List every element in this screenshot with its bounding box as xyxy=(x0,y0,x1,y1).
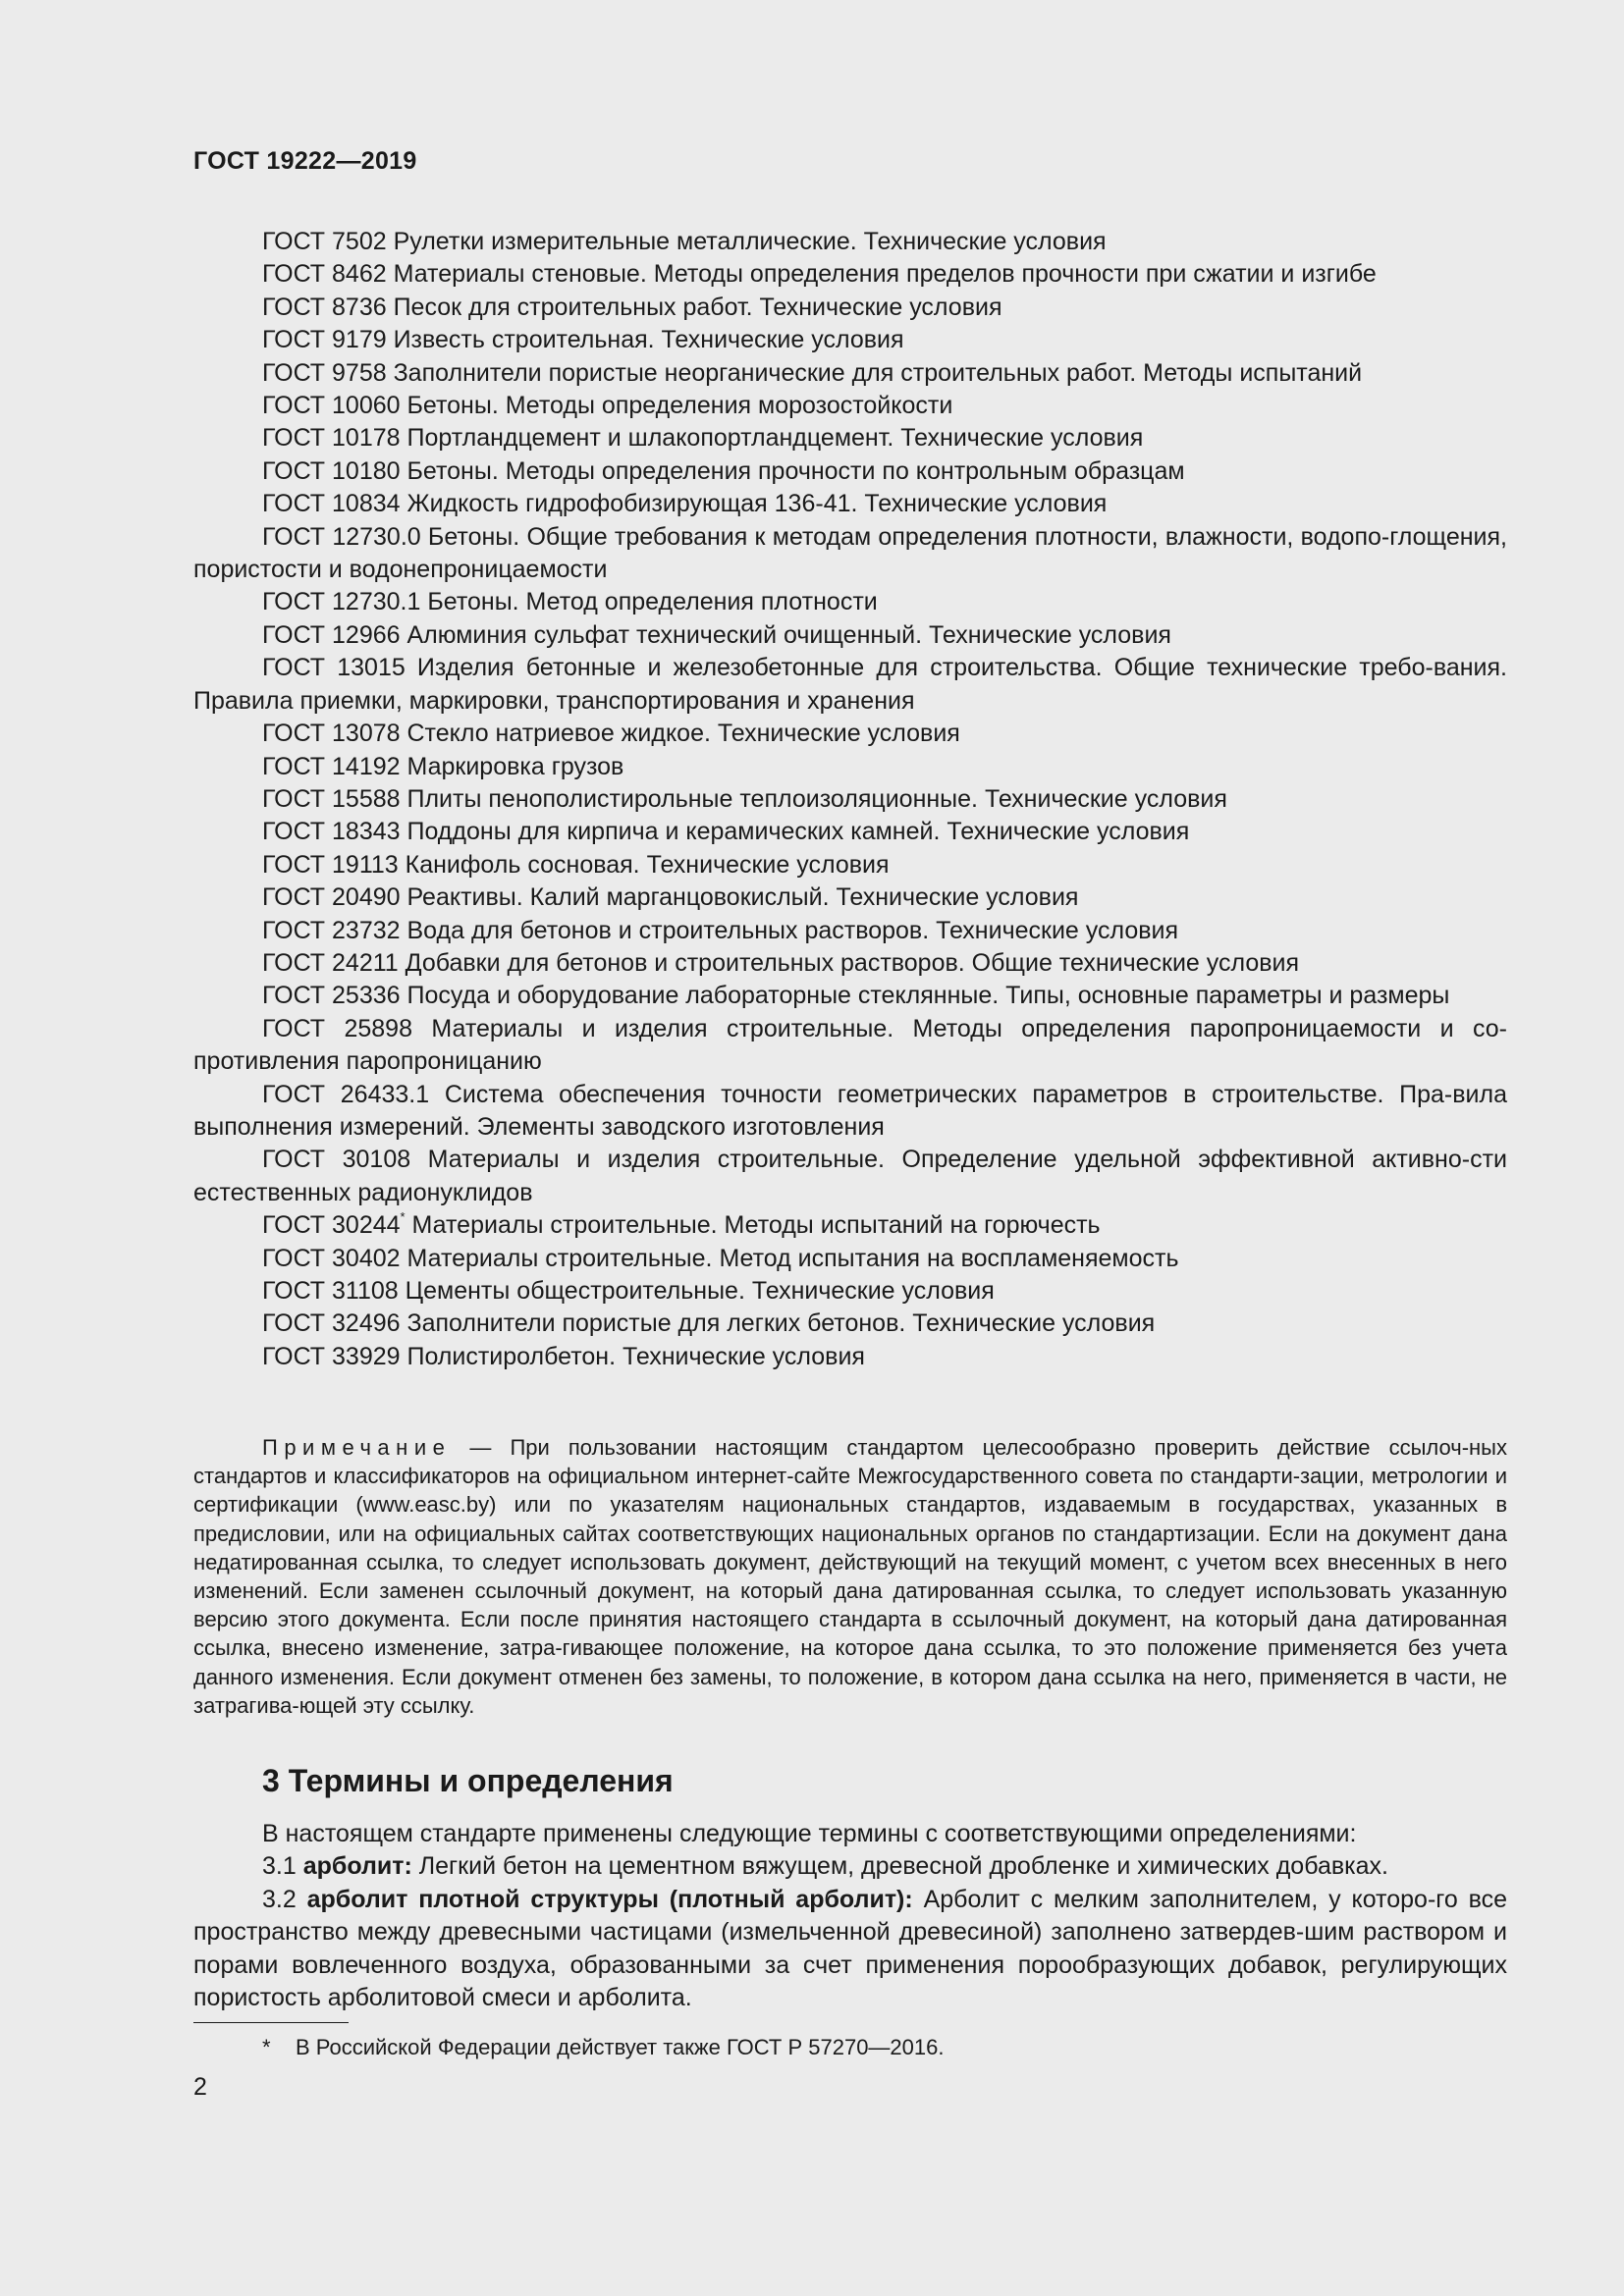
footnote-marker: * xyxy=(262,2035,271,2059)
reference-item: ГОСТ 26433.1 Система обеспечения точности геометрических параметров в строительстве. Пра-вила выполнения измерений. Элементы заводского изготовления xyxy=(193,1080,1507,1141)
footnote-text: В Российской Федерации действует также ГОСТ Р 57270—2016. xyxy=(296,2035,945,2059)
terms-intro: В настоящем стандарте применены следующие термины с соответствующими определениями: xyxy=(262,1820,1357,1847)
term-number: 3.2 xyxy=(262,1885,307,1913)
footnote-separator xyxy=(193,2022,349,2023)
reference-item: ГОСТ 33929 Полистиролбетон. Технические условия xyxy=(262,1342,865,1370)
reference-item: ГОСТ 30402 Материалы строительные. Метод испытания на воспламеняемость xyxy=(262,1244,1179,1272)
reference-item: ГОСТ 10180 Бетоны. Методы определения прочности по контрольным образцам xyxy=(262,456,1185,485)
reference-item: ГОСТ 10178 Портландцемент и шлакопортландцемент. Технические условия xyxy=(262,424,1144,453)
reference-item: ГОСТ 25336 Посуда и оборудование лабораторные стеклянные. Типы, основные параметры и размеры xyxy=(262,982,1450,1010)
reference-item: ГОСТ 7502 Рулетки измерительные металлические. Технические условия xyxy=(262,228,1107,255)
reference-item: ГОСТ 12730.0 Бетоны. Общие требования к методам определения плотности, влажности, водопо-глощения, пористости и водонепроницаемости xyxy=(193,522,1507,584)
term-name: арболит плотной структуры (плотный арболит): xyxy=(306,1885,913,1913)
term-number: 3.1 xyxy=(262,1852,303,1881)
reference-item: ГОСТ 18343 Поддоны для кирпича и керамических камней. Технические условия xyxy=(262,818,1190,846)
reference-item: ГОСТ 8462 Материалы стеновые. Методы определения пределов прочности при сжатии и изгибе xyxy=(262,260,1377,289)
term-text: Легкий бетон на цементном вяжущем, древесной дробленке и химических добавках. xyxy=(411,1852,1388,1881)
reference-item: ГОСТ 20490 Реактивы. Калий марганцовокислый. Технические условия xyxy=(262,883,1079,912)
reference-title: Материалы строительные. Методы испытаний на горючесть xyxy=(405,1211,1101,1240)
footnote xyxy=(262,2034,944,2061)
note-text: — При пользовании настоящим стандартом целесообразно проверить действие ссылоч-ных стандартов и классификаторов на официальном интернет-сайте Межгосударственного совета по стандарти-зации, метрологии и сертификации (www.easc.by) или по указателям национальных стандартов, издаваемым в государствах, указанных в предисловии, или на официальных сайтах соответствующих национальных органов по стандартизации. Если на документ дана недатированная ссылка, то следует использовать документ, действующий на текущий момент, с учетом всех внесенных в него изменений. Если заменен ссылочный документ, на который дана датированная ссылка, то следует использовать указанную версию этого документа. Если после принятия настоящего стандарта в ссылочный документ, на который дана датированная ссылка, внесено изменение, затра-гивающее положение, на которое дана ссылка, то это положение применяется без учета данного изменения. Если документ отменен без замены, то положение, в котором дана ссылка на него, применяется в части, не затрагива-ющей эту ссылку. xyxy=(193,1435,1507,1718)
reference-item: ГОСТ 13015 Изделия бетонные и железобетонные для строительства. Общие технические требо-вания. Правила приемки, маркировки, транспортирования и хранения xyxy=(193,654,1507,715)
normative-references-list xyxy=(193,226,1507,1373)
reference-item: ГОСТ 30108 Материалы и изделия строительные. Определение удельной эффективной активно-сти естественных радионуклидов xyxy=(193,1146,1507,1206)
term-name: арболит: xyxy=(302,1852,412,1881)
document-code-header: ГОСТ 19222—2019 xyxy=(193,147,417,175)
reference-code: ГОСТ 30244 xyxy=(262,1211,401,1240)
reference-item: ГОСТ 8736 Песок для строительных работ. Технические условия xyxy=(262,293,1002,321)
reference-item: ГОСТ 12730.1 Бетоны. Метод определения плотности xyxy=(262,588,878,616)
reference-item: ГОСТ 15588 Плиты пенополистирольные теплоизоляционные. Технические условия xyxy=(262,784,1227,813)
reference-item: ГОСТ 10060 Бетоны. Методы определения морозостойкости xyxy=(262,392,953,420)
reference-item: ГОСТ 12966 Алюминия сульфат технический очищенный. Технические условия xyxy=(262,620,1171,649)
term-text: Арболит с мелким заполнителем, у которо-го все пространство между древесными частицами (измельченной древесиной) заполнено затвердев-шим раствором и порами вовлеченного воздуха, образованными за счет применения порообразующих добавок, регулирующих пористость арболитовой смеси и арболита. xyxy=(193,1885,1507,2012)
reference-item: ГОСТ 23732 Вода для бетонов и строительных растворов. Технические условия xyxy=(262,916,1179,944)
reference-item: ГОСТ 24211 Добавки для бетонов и строительных растворов. Общие технические условия xyxy=(262,948,1300,977)
reference-item-with-footnote xyxy=(193,1209,1507,1242)
term-definition xyxy=(193,1884,1507,2015)
term-definition xyxy=(193,1850,1507,1883)
terms-section-body xyxy=(193,1818,1507,2014)
note-paragraph xyxy=(193,1433,1507,1720)
footnote-marker: * xyxy=(400,1209,406,1225)
reference-item: ГОСТ 10834 Жидкость гидрофобизирующая 136-41. Технические условия xyxy=(262,490,1108,518)
reference-item: ГОСТ 9179 Известь строительная. Технические условия xyxy=(262,326,904,354)
reference-item: ГОСТ 9758 Заполнители пористые неорганические для строительных работ. Методы испытаний xyxy=(262,358,1363,387)
reference-item: ГОСТ 31108 Цементы общестроительные. Технические условия xyxy=(262,1277,995,1305)
reference-item: ГОСТ 32496 Заполнители пористые для легких бетонов. Технические условия xyxy=(262,1309,1156,1338)
document-page xyxy=(193,0,1507,2296)
reference-item: ГОСТ 13078 Стекло натриевое жидкое. Технические условия xyxy=(262,720,960,748)
note-label: Примечание xyxy=(262,1435,452,1460)
section-title: 3 Термины и определения xyxy=(262,1763,674,1798)
reference-item: ГОСТ 19113 Канифоль сосновая. Технические условия xyxy=(262,850,890,879)
page-number: 2 xyxy=(193,2073,207,2101)
reference-item: ГОСТ 25898 Материалы и изделия строительные. Методы определения паропроницаемости и со-противления паропроницанию xyxy=(193,1014,1507,1076)
reference-item: ГОСТ 14192 Маркировка грузов xyxy=(262,752,624,780)
